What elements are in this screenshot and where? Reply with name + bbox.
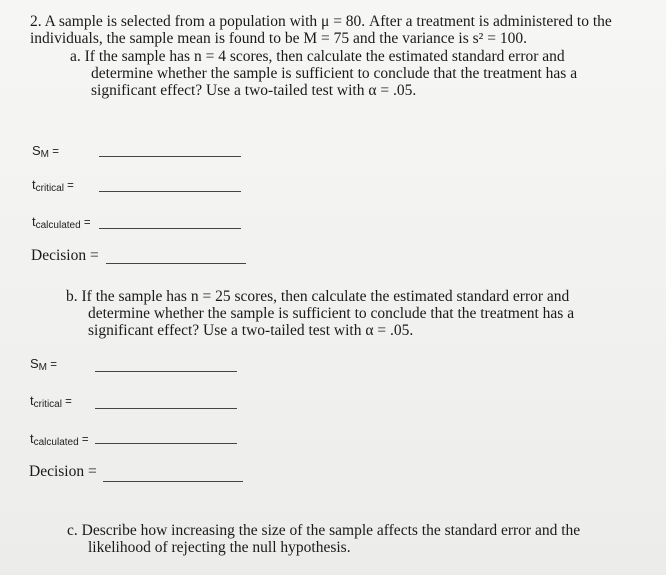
sm-label-b: $S_M$ = (30, 356, 57, 373)
t-critical-label-a: $t_{critical}$ = (32, 177, 74, 194)
part-b-line-2: determine whether the sample is sufficient to conclude that the treatment has a (88, 305, 575, 322)
part-b-line-3: significant effect? Use a two-tailed test with α = .05. (88, 322, 414, 339)
t-critical-label-b: $t_{critical}$ = (30, 393, 72, 410)
part-c-line-1: c. Describe how increasing the size of the sample affects the standard error and the (67, 522, 581, 539)
sm-label-a: $S_M$ = (32, 143, 59, 160)
question-intro-line-2: individuals, the sample mean is found to be M = 75 and the variance is s² = 100. (30, 30, 527, 47)
t-critical-answer-line-b[interactable] (95, 408, 237, 409)
decision-answer-line-b[interactable] (103, 481, 243, 482)
sm-answer-line-b[interactable] (95, 371, 237, 372)
t-calculated-label-b: $t_{calculated}$ = (30, 431, 89, 448)
sm-answer-line-a[interactable] (99, 156, 241, 157)
decision-label-a: Decision = (31, 247, 99, 264)
t-calculated-answer-line-a[interactable] (99, 228, 241, 229)
part-c-line-2: likelihood of rejecting the null hypothesis. (88, 539, 351, 556)
part-b-line-1: b. If the sample has n = 25 scores, then calculate the estimated standard error and (66, 288, 570, 305)
part-a-line-3: significant effect? Use a two-tailed test with α = .05. (91, 82, 417, 99)
question-intro-line-1: 2. A sample is selected from a population with μ = 80. After a treatment is administered to the (30, 13, 612, 30)
part-a-line-1: a. If the sample has n = 4 scores, then calculate the estimated standard error and (70, 48, 565, 65)
t-critical-answer-line-a[interactable] (99, 191, 241, 192)
part-a-line-2: determine whether the sample is sufficient to conclude that the treatment has a (91, 65, 578, 82)
decision-label-b: Decision = (29, 463, 97, 480)
t-calculated-answer-line-b[interactable] (95, 443, 237, 444)
decision-answer-line-a[interactable] (106, 263, 246, 264)
t-calculated-label-a: $t_{calculated}$ = (32, 214, 91, 231)
